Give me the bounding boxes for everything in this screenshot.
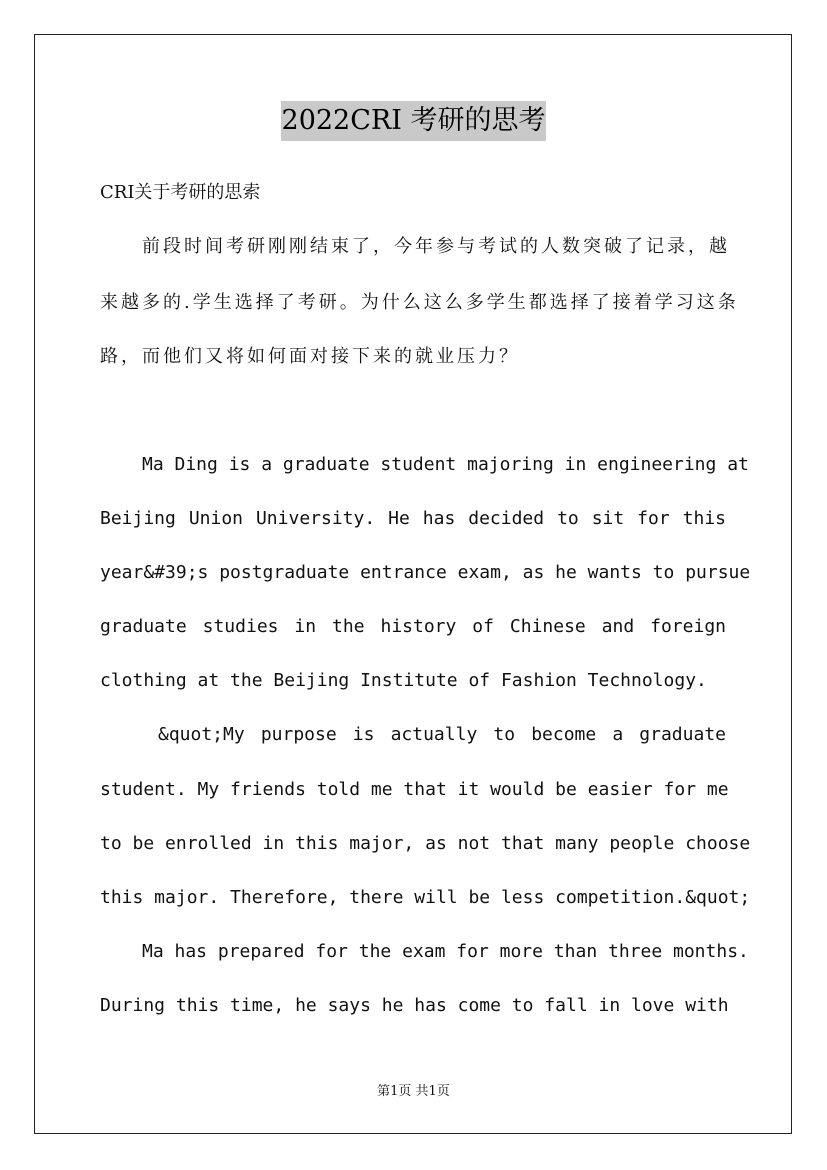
paragraph-line: year&#39;s postgraduate entrance exam, as he wants to pursue [100, 562, 751, 583]
paragraph-line: clothing at the Beijing Institute of Fashion Technology. [100, 670, 707, 691]
page-footer: 第1页 共1页 [377, 1084, 450, 1099]
document-title: 2022CRI 考研的思考 [281, 101, 547, 141]
paragraph-line: Beijing Union University. He has decided to sit for this [100, 508, 726, 529]
paragraph-line: &quot;My purpose is actually to become a graduate [158, 724, 726, 745]
paragraph-line: During this time, he says he has come to fall in love with [100, 995, 729, 1016]
paragraph-line: 路，而他们又将如何面对接下来的就业压力？ [100, 346, 520, 367]
paragraph-line: to be enrolled in this major, as not that many people choose [100, 833, 751, 854]
paragraph-line: graduate studies in the history of Chinese and foreign [100, 616, 726, 637]
paragraph-line: student. My friends told me that it would be easier for me [100, 779, 729, 800]
title-container [0, 101, 827, 141]
paragraph-line: Ma has prepared for the exam for more than three months. [142, 941, 749, 962]
paragraph-line: 前段时间考研刚刚结束了，今年参与考试的人数突破了记录，越 [142, 236, 730, 257]
paragraph-line: Ma Ding is a graduate student majoring in engineering at [142, 454, 749, 475]
paragraph-line: 来越多的.学生选择了考研。为什么这么多学生都选择了接着学习这条 [100, 292, 739, 313]
document-subtitle: CRI关于考研的思索 [100, 182, 261, 203]
paragraph-line: this major. Therefore, there will be less competition.&quot; [100, 887, 751, 908]
